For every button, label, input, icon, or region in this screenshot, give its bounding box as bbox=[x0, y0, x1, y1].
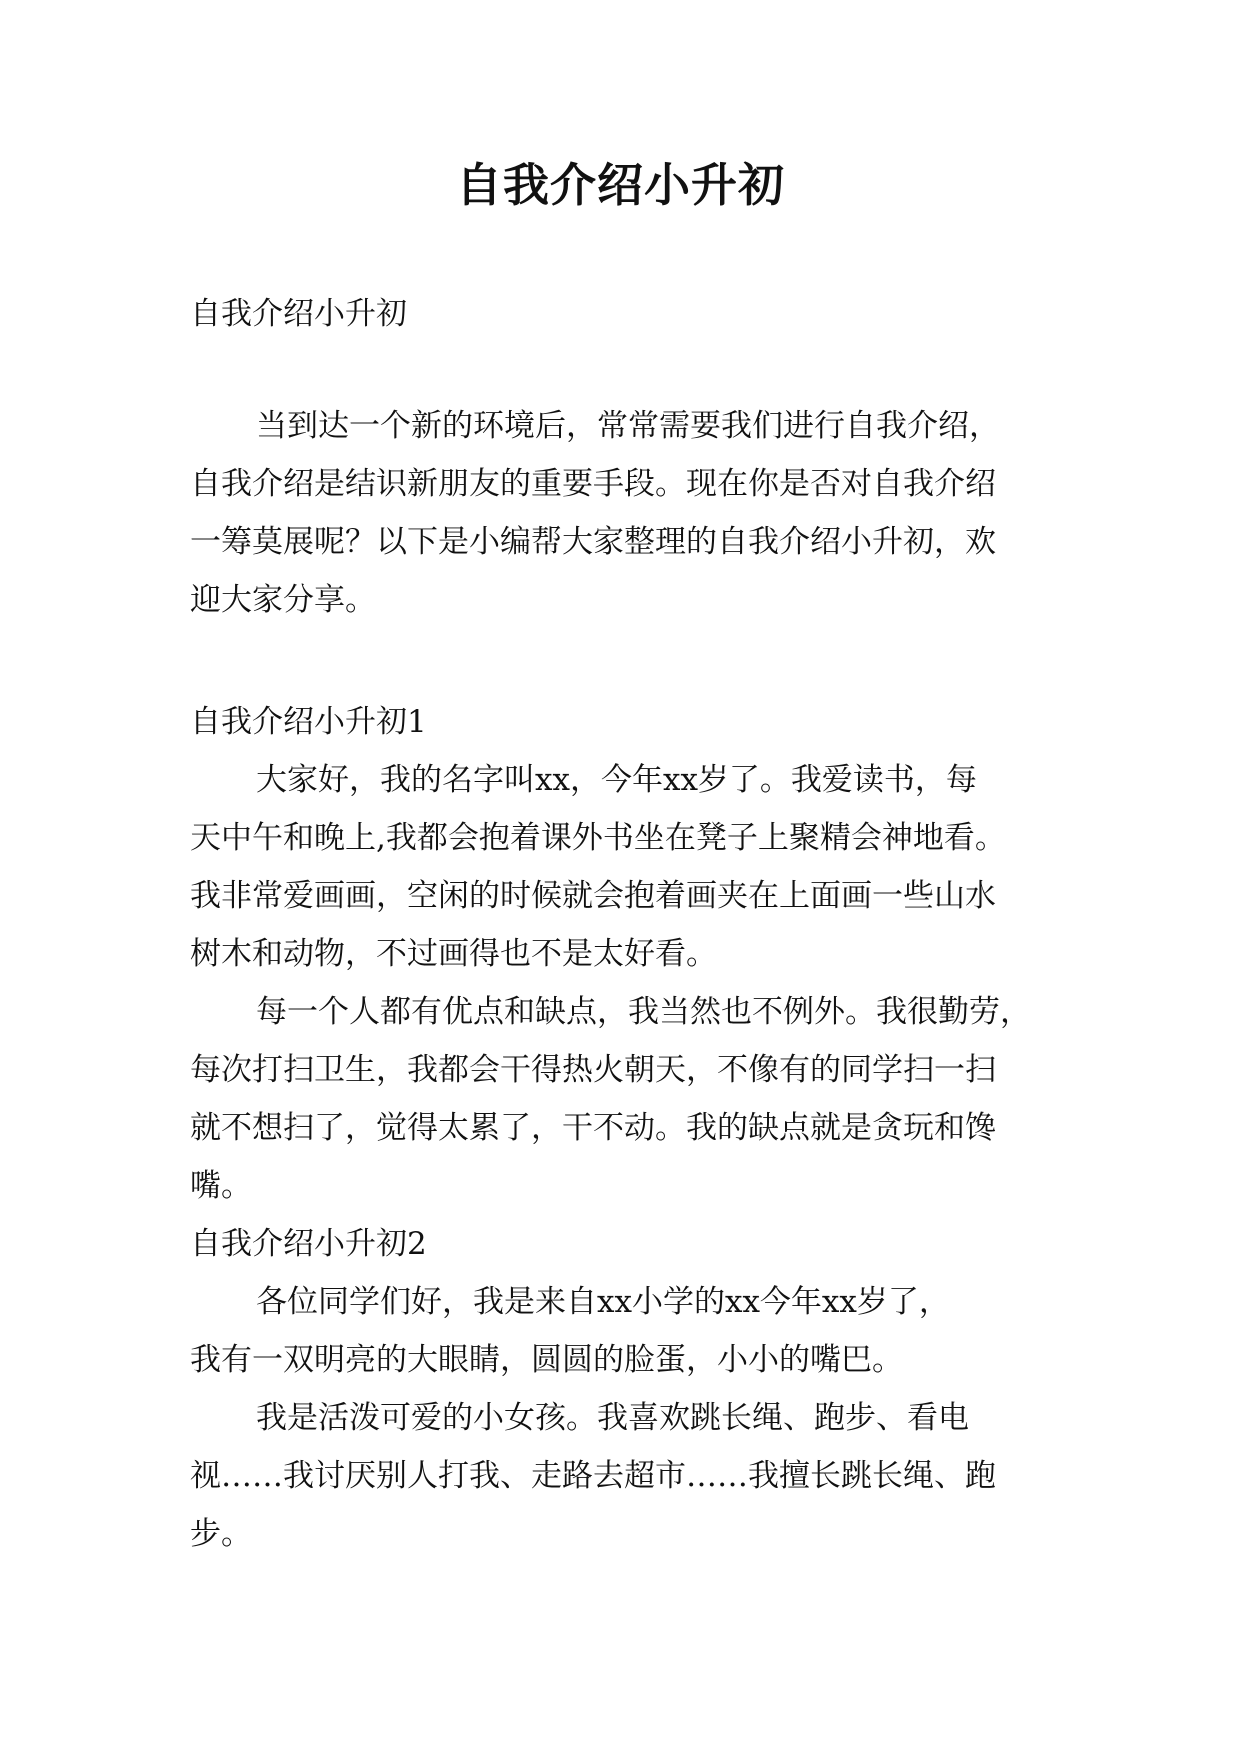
paragraph-line: 嘴。 bbox=[190, 1168, 252, 1204]
paragraph-line: 每一个人都有优点和缺点，我当然也不例外。我很勤劳， bbox=[256, 994, 1031, 1030]
paragraph-line: 每次打扫卫生，我都会干得热火朝天，不像有的同学扫一扫 bbox=[190, 1052, 996, 1088]
paragraph-line: 就不想扫了，觉得太累了，干不动。我的缺点就是贪玩和馋 bbox=[190, 1110, 996, 1146]
section-heading: 自我介绍小升初2 bbox=[190, 1226, 427, 1262]
page-title: 自我介绍小升初 bbox=[456, 158, 785, 212]
paragraph-line: 迎大家分享。 bbox=[190, 582, 376, 618]
paragraph-line: 当到达一个新的环境后，常常需要我们进行自我介绍， bbox=[256, 408, 1000, 444]
paragraph-line: 一筹莫展呢？以下是小编帮大家整理的自我介绍小升初，欢 bbox=[190, 524, 996, 560]
paragraph-line: 步。 bbox=[190, 1516, 252, 1552]
paragraph-line: 我有一双明亮的大眼睛，圆圆的脸蛋，小小的嘴巴。 bbox=[190, 1342, 903, 1378]
paragraph-line: 大家好，我的名字叫xx，今年xx岁了。我爱读书，每 bbox=[256, 762, 977, 798]
section-heading: 自我介绍小升初1 bbox=[190, 704, 427, 740]
paragraph-line: 各位同学们好，我是来自xx小学的xx今年xx岁了， bbox=[256, 1284, 950, 1320]
paragraph-line: 我是活泼可爱的小女孩。我喜欢跳长绳、跑步、看电 bbox=[256, 1400, 969, 1436]
paragraph-line: 我非常爱画画，空闲的时候就会抱着画夹在上面画一些山水 bbox=[190, 878, 996, 914]
paragraph-line: 树木和动物，不过画得也不是太好看。 bbox=[190, 936, 717, 972]
document-subtitle: 自我介绍小升初 bbox=[190, 296, 407, 332]
paragraph-line: 自我介绍是结识新朋友的重要手段。现在你是否对自我介绍 bbox=[190, 466, 996, 502]
paragraph-line: 视……我讨厌别人打我、走路去超市……我擅长跳长绳、跑 bbox=[190, 1458, 996, 1494]
paragraph-line: 天中午和晚上,我都会抱着课外书坐在凳子上聚精会神地看。 bbox=[190, 820, 1006, 856]
